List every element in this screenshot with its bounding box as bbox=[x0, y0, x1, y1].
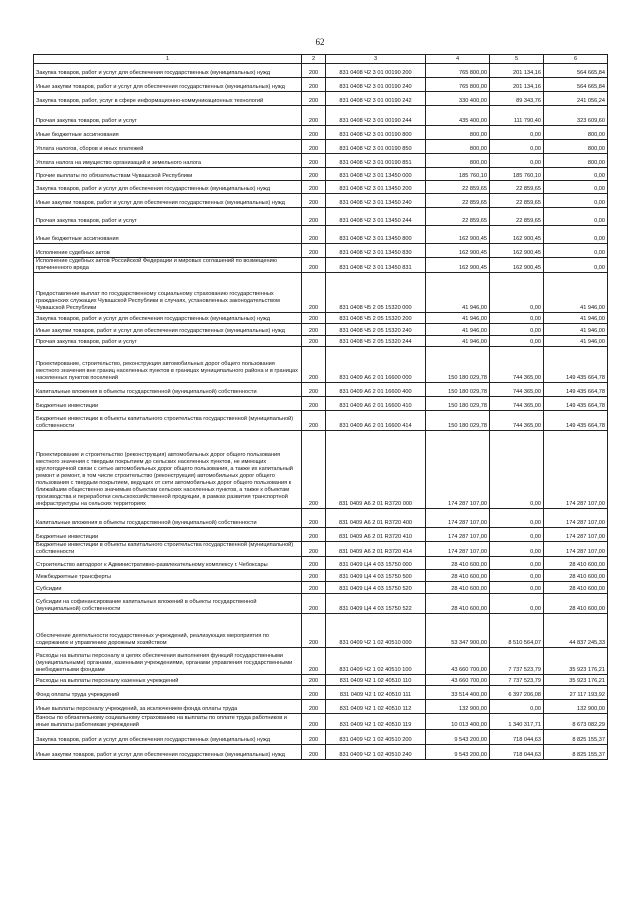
row-line-code: 200 bbox=[302, 126, 326, 140]
row-executed: 0,00 bbox=[490, 431, 544, 509]
row-line-code: 200 bbox=[302, 226, 326, 244]
table-row bbox=[34, 745, 608, 760]
col-header-1: 1 bbox=[34, 55, 302, 64]
col-header-5: 5 bbox=[490, 55, 544, 64]
row-executed: 162 900,45 bbox=[490, 226, 544, 244]
table-row bbox=[34, 208, 608, 226]
row-approved: 800,00 bbox=[426, 126, 490, 140]
row-line-code: 200 bbox=[302, 194, 326, 208]
row-line-code: 200 bbox=[302, 106, 326, 126]
row-budget-code: 831 0408 Ч2 3 01 00190 200 bbox=[326, 64, 426, 78]
row-budget-code: 831 0408 Ч2 3 01 13450 830 bbox=[326, 244, 426, 258]
row-name: Закупка товаров, работ, услуг в сфере информационно-коммуникационных технологий bbox=[34, 92, 302, 106]
row-executed: 6 397 206,08 bbox=[490, 686, 544, 700]
table-row bbox=[34, 126, 608, 140]
row-approved: 150 180 029,78 bbox=[426, 411, 490, 431]
row-approved: 41 946,00 bbox=[426, 324, 490, 336]
row-budget-code: 831 0409 Ц4 4 03 15750 000 bbox=[326, 557, 426, 570]
row-remaining: 0,00 bbox=[544, 181, 608, 194]
table-row bbox=[34, 509, 608, 528]
row-line-code: 200 bbox=[302, 714, 326, 730]
row-budget-code: 831 0408 Ч2 3 01 13450 244 bbox=[326, 208, 426, 226]
row-approved: 28 410 600,00 bbox=[426, 594, 490, 614]
table-row bbox=[34, 594, 608, 614]
row-budget-code: 831 0409 Ч2 1 02 40510 000 bbox=[326, 614, 426, 648]
row-remaining: 8 825 155,37 bbox=[544, 730, 608, 745]
col-header-6: 6 bbox=[544, 55, 608, 64]
row-name: Расходы на выплаты персоналу в целях обеспечения выполнения функций государственными (муниципальными) органами, казенными учреждениями, органами управления государственными внебюджетными фондами bbox=[34, 648, 302, 675]
row-remaining: 44 837 245,33 bbox=[544, 614, 608, 648]
row-budget-code: 831 0408 Ч2 3 01 00190 242 bbox=[326, 92, 426, 106]
row-remaining: 149 435 664,78 bbox=[544, 383, 608, 397]
row-remaining: 28 410 600,00 bbox=[544, 594, 608, 614]
row-approved: 435 400,00 bbox=[426, 106, 490, 126]
row-budget-code: 831 0409 А6 2 01 R3720 400 bbox=[326, 509, 426, 528]
row-line-code: 200 bbox=[302, 582, 326, 594]
row-remaining: 0,00 bbox=[544, 194, 608, 208]
row-name: Проектирование, строительство, реконструкция автомобильных дорог общего пользования местного значения вне границ населенных пунктов в границах муниципального района и в границах населенных пунктов поселений bbox=[34, 347, 302, 383]
row-line-code: 200 bbox=[302, 570, 326, 582]
row-approved: 162 900,45 bbox=[426, 244, 490, 258]
row-executed: 0,00 bbox=[490, 700, 544, 714]
row-line-code: 200 bbox=[302, 397, 326, 411]
row-approved: 9 543 200,00 bbox=[426, 745, 490, 760]
row-name: Иные выплаты персоналу учреждений, за исключением фонда оплаты труда bbox=[34, 700, 302, 714]
row-budget-code: 831 0409 А6 2 01 R3720 410 bbox=[326, 528, 426, 542]
row-name: Прочие выплаты по обязательствам Чувашской Республики bbox=[34, 168, 302, 181]
col-header-2: 2 bbox=[302, 55, 326, 64]
row-executed: 744 365,00 bbox=[490, 383, 544, 397]
row-approved: 28 410 600,00 bbox=[426, 570, 490, 582]
row-executed: 0,00 bbox=[490, 140, 544, 154]
row-approved: 174 287 107,00 bbox=[426, 528, 490, 542]
row-name: Иные закупки товаров, работ и услуг для обеспечения государственных (муниципальных) нужд bbox=[34, 745, 302, 760]
table-row bbox=[34, 383, 608, 397]
row-line-code: 200 bbox=[302, 64, 326, 78]
row-name: Проектирование и строительство (реконструкция) автомобильных дорог общего пользования местного значения с твердым покрытием до сельских населенных пунктов, не имеющих круглогодичной связи с сетью автомобильных дорог общего пользования, а также их капитальный ремонт и ремонт, в том числе строительство (реконструкция) автомобильных дорог общего пользования с твердым покрытием, ведущих от сети автомобильных дорог общего пользования к ближайшим общественно значимым объектам сельских населенных пунктов, а также к объектам производства и переработки сельскохозяйственной продукции, в рамках развития транспортной инфраструктуры на сельских территориях bbox=[34, 431, 302, 509]
row-approved: 150 180 029,78 bbox=[426, 347, 490, 383]
row-approved: 150 180 029,78 bbox=[426, 397, 490, 411]
row-approved: 53 347 900,00 bbox=[426, 614, 490, 648]
row-approved: 22 859,65 bbox=[426, 208, 490, 226]
row-name: Бюджетные инвестиции bbox=[34, 528, 302, 542]
row-remaining: 28 410 600,00 bbox=[544, 570, 608, 582]
table-row bbox=[34, 714, 608, 730]
row-executed: 8 510 564,07 bbox=[490, 614, 544, 648]
row-budget-code: 831 0408 Ч2 3 01 13450 800 bbox=[326, 226, 426, 244]
row-line-code: 200 bbox=[302, 208, 326, 226]
table-row bbox=[34, 686, 608, 700]
row-approved: 28 410 600,00 bbox=[426, 557, 490, 570]
row-name: Уплата налогов, сборов и иных платежей bbox=[34, 140, 302, 154]
table-row bbox=[34, 397, 608, 411]
row-executed: 162 900,45 bbox=[490, 258, 544, 273]
row-budget-code: 831 0408 Ч5 2 05 15320 240 bbox=[326, 324, 426, 336]
row-executed: 0,00 bbox=[490, 313, 544, 324]
row-approved: 43 660 700,00 bbox=[426, 675, 490, 686]
row-name: Бюджетные инвестиции bbox=[34, 397, 302, 411]
row-line-code: 200 bbox=[302, 745, 326, 760]
row-name: Закупка товаров, работ и услуг для обеспечения государственных (муниципальных) нужд bbox=[34, 64, 302, 78]
row-name: Капитальные вложения в объекты государственной (муниципальной) собственности bbox=[34, 383, 302, 397]
row-remaining: 149 435 664,78 bbox=[544, 347, 608, 383]
row-line-code: 200 bbox=[302, 273, 326, 313]
row-remaining: 41 946,00 bbox=[544, 336, 608, 347]
row-remaining: 132 900,00 bbox=[544, 700, 608, 714]
row-remaining: 0,00 bbox=[544, 244, 608, 258]
row-name: Строительство автодорог к Административно-развлекательному комплексу г. Чебоксары bbox=[34, 557, 302, 570]
row-name: Прочая закупка товаров, работ и услуг bbox=[34, 106, 302, 126]
row-executed: 718 044,63 bbox=[490, 730, 544, 745]
row-budget-code: 831 0409 А6 2 01 16600 000 bbox=[326, 347, 426, 383]
row-remaining: 174 287 107,00 bbox=[544, 509, 608, 528]
row-budget-code: 831 0409 А6 2 01 16600 410 bbox=[326, 397, 426, 411]
row-remaining: 41 946,00 bbox=[544, 324, 608, 336]
row-line-code: 200 bbox=[302, 168, 326, 181]
row-line-code: 200 bbox=[302, 324, 326, 336]
row-approved: 43 660 700,00 bbox=[426, 648, 490, 675]
row-executed: 718 044,63 bbox=[490, 745, 544, 760]
table-row bbox=[34, 347, 608, 383]
row-budget-code: 831 0408 Ч2 3 01 00190 851 bbox=[326, 154, 426, 168]
row-line-code: 200 bbox=[302, 78, 326, 92]
row-remaining: 27 117 193,92 bbox=[544, 686, 608, 700]
row-remaining: 28 410 600,00 bbox=[544, 582, 608, 594]
row-line-code: 200 bbox=[302, 594, 326, 614]
row-executed: 89 343,76 bbox=[490, 92, 544, 106]
row-executed: 744 365,00 bbox=[490, 397, 544, 411]
row-approved: 22 859,65 bbox=[426, 181, 490, 194]
row-name: Иные закупки товаров, работ и услуг для обеспечения государственных (муниципальных) нужд bbox=[34, 78, 302, 92]
table-row bbox=[34, 614, 608, 648]
row-name: Прочая закупка товаров, работ и услуг bbox=[34, 208, 302, 226]
row-remaining: 41 946,00 bbox=[544, 313, 608, 324]
row-budget-code: 831 0408 Ч2 3 01 13450 000 bbox=[326, 168, 426, 181]
row-line-code: 200 bbox=[302, 614, 326, 648]
row-executed: 0,00 bbox=[490, 154, 544, 168]
row-name: Закупка товаров, работ и услуг для обеспечения государственных (муниципальных) нужд bbox=[34, 181, 302, 194]
row-remaining: 8 825 155,37 bbox=[544, 745, 608, 760]
row-line-code: 200 bbox=[302, 686, 326, 700]
row-remaining: 800,00 bbox=[544, 154, 608, 168]
table-row bbox=[34, 431, 608, 509]
row-approved: 10 013 400,00 bbox=[426, 714, 490, 730]
row-executed: 1 340 317,71 bbox=[490, 714, 544, 730]
row-executed: 0,00 bbox=[490, 594, 544, 614]
row-line-code: 200 bbox=[302, 347, 326, 383]
row-name: Закупка товаров, работ и услуг для обеспечения государственных (муниципальных) нужд bbox=[34, 730, 302, 745]
row-name: Обеспечение деятельности государственных учреждений, реализующих мероприятия по содержанию и управлению дорожным хозяйством bbox=[34, 614, 302, 648]
row-remaining: 35 923 176,21 bbox=[544, 648, 608, 675]
row-line-code: 200 bbox=[302, 431, 326, 509]
row-approved: 174 287 107,00 bbox=[426, 542, 490, 557]
row-name: Исполнение судебных актов bbox=[34, 244, 302, 258]
row-executed: 162 900,45 bbox=[490, 244, 544, 258]
page-number: 62 bbox=[315, 37, 325, 47]
row-budget-code: 831 0408 Ч5 2 05 15320 200 bbox=[326, 313, 426, 324]
row-line-code: 200 bbox=[302, 675, 326, 686]
row-line-code: 200 bbox=[302, 648, 326, 675]
row-line-code: 200 bbox=[302, 383, 326, 397]
row-executed: 201 134,16 bbox=[490, 64, 544, 78]
table-row bbox=[34, 168, 608, 181]
row-approved: 330 400,00 bbox=[426, 92, 490, 106]
row-line-code: 200 bbox=[302, 140, 326, 154]
row-approved: 9 543 200,00 bbox=[426, 730, 490, 745]
row-approved: 41 946,00 bbox=[426, 273, 490, 313]
row-name: Бюджетные инвестиции в объекты капитального строительства государственной (муниципальной) собственности bbox=[34, 411, 302, 431]
row-executed: 201 134,16 bbox=[490, 78, 544, 92]
row-line-code: 200 bbox=[302, 411, 326, 431]
table-row bbox=[34, 181, 608, 194]
row-budget-code: 831 0409 Ч2 1 02 40510 119 bbox=[326, 714, 426, 730]
row-budget-code: 831 0409 Ч2 1 02 40510 110 bbox=[326, 675, 426, 686]
row-name: Иные бюджетные ассигнования bbox=[34, 226, 302, 244]
row-remaining: 0,00 bbox=[544, 168, 608, 181]
row-remaining: 41 946,00 bbox=[544, 273, 608, 313]
row-executed: 0,00 bbox=[490, 528, 544, 542]
row-budget-code: 831 0408 Ч2 3 01 13450 200 bbox=[326, 181, 426, 194]
row-remaining: 800,00 bbox=[544, 140, 608, 154]
row-budget-code: 831 0409 Ч2 1 02 40510 200 bbox=[326, 730, 426, 745]
row-budget-code: 831 0408 Ч5 2 05 15320 000 bbox=[326, 273, 426, 313]
row-executed: 185 760,10 bbox=[490, 168, 544, 181]
row-approved: 800,00 bbox=[426, 140, 490, 154]
row-name: Взносы по обязательному социальному страхованию на выплаты по оплате труда работников и иные выплаты работникам учреждений bbox=[34, 714, 302, 730]
row-executed: 111 790,40 bbox=[490, 106, 544, 126]
table-row bbox=[34, 244, 608, 258]
row-remaining: 149 435 664,78 bbox=[544, 397, 608, 411]
row-budget-code: 831 0409 Ц4 4 03 15750 500 bbox=[326, 570, 426, 582]
row-name: Расходы на выплаты персоналу казенных учреждений bbox=[34, 675, 302, 686]
row-executed: 744 365,00 bbox=[490, 347, 544, 383]
row-remaining: 8 673 082,29 bbox=[544, 714, 608, 730]
table-row bbox=[34, 582, 608, 594]
row-budget-code: 831 0408 Ч2 3 01 13450 831 bbox=[326, 258, 426, 273]
row-line-code: 200 bbox=[302, 154, 326, 168]
row-name: Закупка товаров, работ и услуг для обеспечения государственных (муниципальных) нужд bbox=[34, 313, 302, 324]
row-executed: 0,00 bbox=[490, 582, 544, 594]
row-executed: 7 737 523,79 bbox=[490, 648, 544, 675]
row-name: Фонд оплаты труда учреждений bbox=[34, 686, 302, 700]
row-executed: 22 859,65 bbox=[490, 181, 544, 194]
table-row bbox=[34, 92, 608, 106]
row-approved: 765 800,00 bbox=[426, 78, 490, 92]
row-budget-code: 831 0409 Ц4 4 03 15750 522 bbox=[326, 594, 426, 614]
row-approved: 765 800,00 bbox=[426, 64, 490, 78]
table-row bbox=[34, 106, 608, 126]
row-approved: 33 514 400,00 bbox=[426, 686, 490, 700]
row-executed: 0,00 bbox=[490, 542, 544, 557]
row-remaining: 149 435 664,78 bbox=[544, 411, 608, 431]
table-row bbox=[34, 675, 608, 686]
row-executed: 22 859,65 bbox=[490, 194, 544, 208]
row-budget-code: 831 0409 Ч2 1 02 40510 112 bbox=[326, 700, 426, 714]
table-row bbox=[34, 140, 608, 154]
row-line-code: 200 bbox=[302, 181, 326, 194]
row-approved: 41 946,00 bbox=[426, 313, 490, 324]
row-line-code: 200 bbox=[302, 92, 326, 106]
row-remaining: 800,00 bbox=[544, 126, 608, 140]
row-budget-code: 831 0409 А6 2 01 R3720 000 bbox=[326, 431, 426, 509]
row-budget-code: 831 0408 Ч5 2 05 15320 244 bbox=[326, 336, 426, 347]
table-row bbox=[34, 64, 608, 78]
table-row bbox=[34, 557, 608, 570]
row-name: Прочая закупка товаров, работ и услуг bbox=[34, 336, 302, 347]
row-line-code: 200 bbox=[302, 730, 326, 745]
table-row bbox=[34, 226, 608, 244]
row-remaining: 241 056,24 bbox=[544, 92, 608, 106]
table-row bbox=[34, 273, 608, 313]
row-budget-code: 831 0409 Ч2 1 02 40510 240 bbox=[326, 745, 426, 760]
row-budget-code: 831 0409 А6 2 01 R3720 414 bbox=[326, 542, 426, 557]
row-name: Уплата налога на имущество организаций и земельного налога bbox=[34, 154, 302, 168]
row-budget-code: 831 0409 Ц4 4 03 15750 520 bbox=[326, 582, 426, 594]
row-approved: 41 946,00 bbox=[426, 336, 490, 347]
row-name: Субсидии bbox=[34, 582, 302, 594]
row-budget-code: 831 0408 Ч2 3 01 00190 800 bbox=[326, 126, 426, 140]
row-approved: 162 900,45 bbox=[426, 258, 490, 273]
row-remaining: 0,00 bbox=[544, 226, 608, 244]
row-name: Иные закупки товаров, работ и услуг для обеспечения государственных (муниципальных) нужд bbox=[34, 324, 302, 336]
row-budget-code: 831 0408 Ч2 3 01 00190 240 bbox=[326, 78, 426, 92]
row-approved: 28 410 600,00 bbox=[426, 582, 490, 594]
table-header-row bbox=[34, 55, 608, 64]
table-row bbox=[34, 336, 608, 347]
row-executed: 0,00 bbox=[490, 126, 544, 140]
row-name: Исполнение судебных актов Российской Федерации и мировых соглашений по возмещению причиненного вреда bbox=[34, 258, 302, 273]
row-remaining: 323 609,60 bbox=[544, 106, 608, 126]
row-remaining: 564 665,84 bbox=[544, 78, 608, 92]
row-line-code: 200 bbox=[302, 313, 326, 324]
row-remaining: 564 665,84 bbox=[544, 64, 608, 78]
row-budget-code: 831 0408 Ч2 3 01 00190 850 bbox=[326, 140, 426, 154]
row-executed: 0,00 bbox=[490, 324, 544, 336]
row-budget-code: 831 0408 Ч2 3 01 00190 244 bbox=[326, 106, 426, 126]
row-approved: 162 900,45 bbox=[426, 226, 490, 244]
budget-table bbox=[33, 54, 608, 760]
row-executed: 0,00 bbox=[490, 557, 544, 570]
table-row bbox=[34, 528, 608, 542]
row-executed: 0,00 bbox=[490, 509, 544, 528]
table-row bbox=[34, 700, 608, 714]
table-row bbox=[34, 324, 608, 336]
table-row bbox=[34, 411, 608, 431]
row-budget-code: 831 0409 А6 2 01 16600 414 bbox=[326, 411, 426, 431]
table-row bbox=[34, 730, 608, 745]
row-executed: 22 859,65 bbox=[490, 208, 544, 226]
row-executed: 0,00 bbox=[490, 273, 544, 313]
row-name: Бюджетные инвестиции в объекты капитального строительства государственной (муниципальной) собственности bbox=[34, 542, 302, 557]
row-approved: 150 180 029,78 bbox=[426, 383, 490, 397]
table-row bbox=[34, 154, 608, 168]
table-row bbox=[34, 313, 608, 324]
table-row bbox=[34, 542, 608, 557]
row-name: Иные бюджетные ассигнования bbox=[34, 126, 302, 140]
row-line-code: 200 bbox=[302, 528, 326, 542]
row-executed: 0,00 bbox=[490, 336, 544, 347]
row-budget-code: 831 0409 Ч2 1 02 40510 111 bbox=[326, 686, 426, 700]
row-remaining: 28 410 600,00 bbox=[544, 557, 608, 570]
row-approved: 22 859,65 bbox=[426, 194, 490, 208]
row-remaining: 174 287 107,00 bbox=[544, 431, 608, 509]
col-header-3: 3 bbox=[326, 55, 426, 64]
row-approved: 132 900,00 bbox=[426, 700, 490, 714]
row-executed: 744 365,00 bbox=[490, 411, 544, 431]
row-remaining: 174 287 107,00 bbox=[544, 542, 608, 557]
table-row bbox=[34, 570, 608, 582]
table-row bbox=[34, 648, 608, 675]
row-remaining: 0,00 bbox=[544, 258, 608, 273]
row-line-code: 200 bbox=[302, 258, 326, 273]
row-line-code: 200 bbox=[302, 557, 326, 570]
row-executed: 7 737 523,79 bbox=[490, 675, 544, 686]
table-row bbox=[34, 258, 608, 273]
row-line-code: 200 bbox=[302, 336, 326, 347]
col-header-4: 4 bbox=[426, 55, 490, 64]
row-line-code: 200 bbox=[302, 244, 326, 258]
row-remaining: 0,00 bbox=[544, 208, 608, 226]
row-line-code: 200 bbox=[302, 700, 326, 714]
row-name: Субсидии на софинансирование капитальных вложений в объекты государственной (муниципальной) собственности bbox=[34, 594, 302, 614]
row-remaining: 35 923 176,21 bbox=[544, 675, 608, 686]
row-name: Капитальные вложения в объекты государственной (муниципальной) собственности bbox=[34, 509, 302, 528]
table-row bbox=[34, 194, 608, 208]
row-budget-code: 831 0409 Ч2 1 02 40510 100 bbox=[326, 648, 426, 675]
row-approved: 174 287 107,00 bbox=[426, 509, 490, 528]
table-row bbox=[34, 78, 608, 92]
row-approved: 185 760,10 bbox=[426, 168, 490, 181]
row-name: Межбюджетные трансферты bbox=[34, 570, 302, 582]
row-approved: 800,00 bbox=[426, 154, 490, 168]
table-body bbox=[34, 64, 608, 760]
row-budget-code: 831 0408 Ч2 3 01 13450 240 bbox=[326, 194, 426, 208]
row-name: Предоставление выплат по государственному социальному страхованию государственных гражданских служащих Чувашской Республики в случаях, установленных законодательством Чувашской Республики bbox=[34, 273, 302, 313]
row-name: Иные закупки товаров, работ и услуг для обеспечения государственных (муниципальных) нужд bbox=[34, 194, 302, 208]
row-budget-code: 831 0409 А6 2 01 16600 400 bbox=[326, 383, 426, 397]
row-executed: 0,00 bbox=[490, 570, 544, 582]
row-approved: 174 287 107,00 bbox=[426, 431, 490, 509]
row-line-code: 200 bbox=[302, 542, 326, 557]
row-remaining: 174 287 107,00 bbox=[544, 528, 608, 542]
row-line-code: 200 bbox=[302, 509, 326, 528]
